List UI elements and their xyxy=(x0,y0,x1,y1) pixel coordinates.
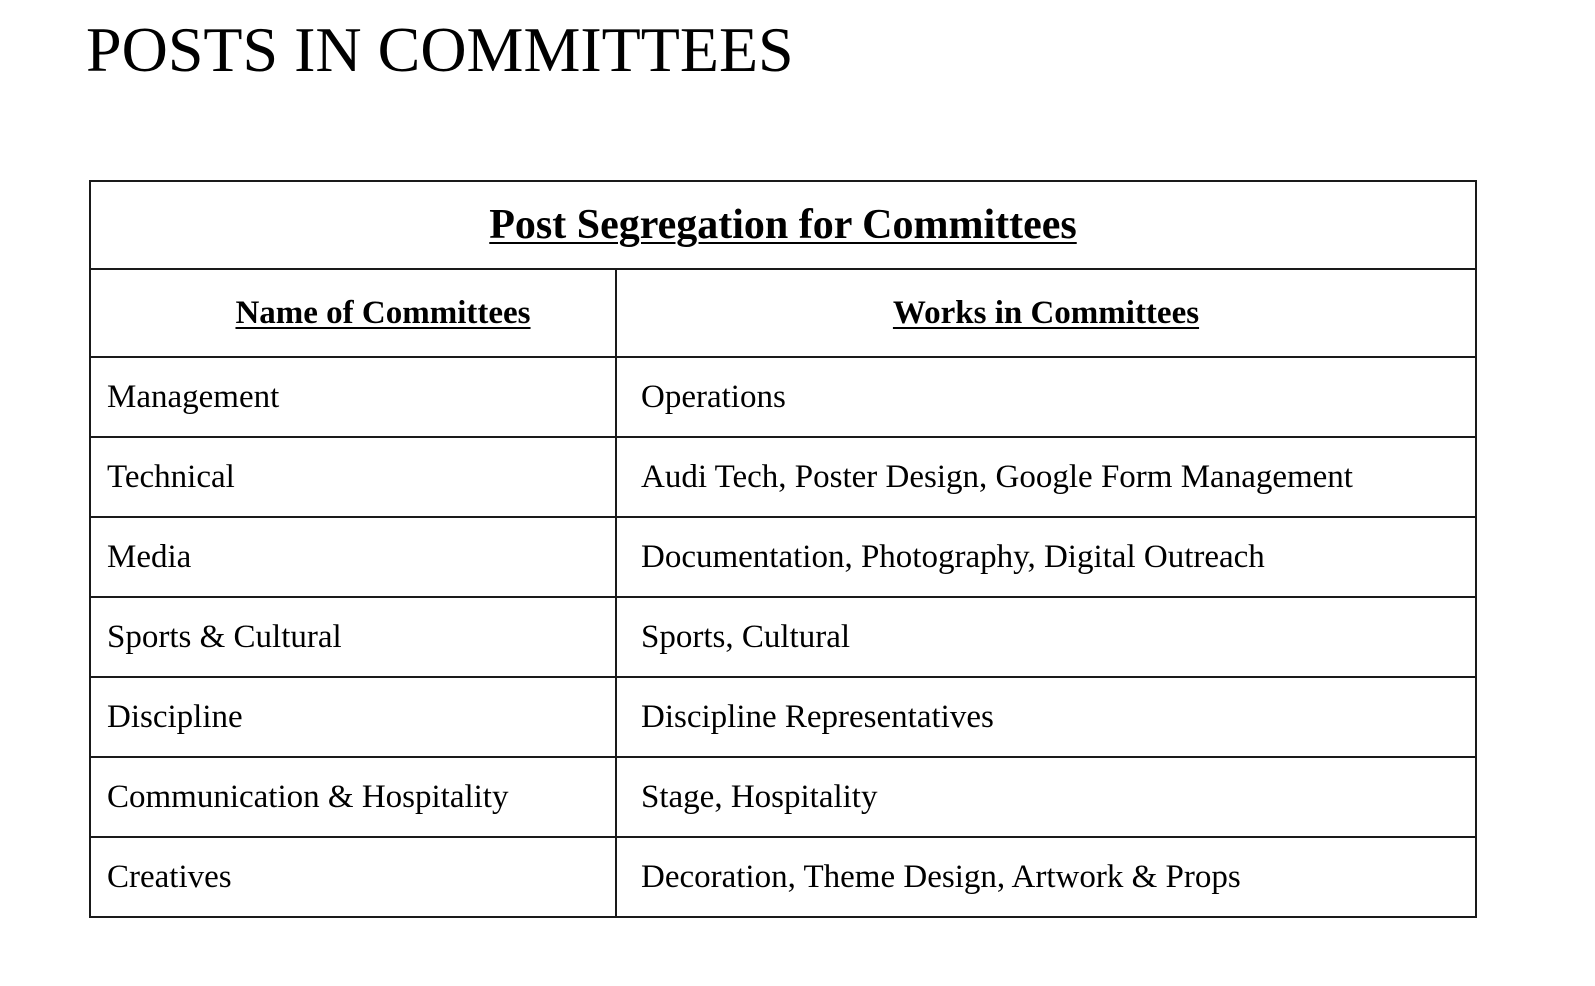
committee-name-cell: Media xyxy=(90,517,616,597)
table-row xyxy=(90,677,1476,757)
table-header-row xyxy=(90,269,1476,357)
committee-works-cell: Sports, Cultural xyxy=(616,597,1476,677)
header-works-label: Works in Committees xyxy=(892,294,1200,331)
committee-works-cell: Audi Tech, Poster Design, Google Form Management xyxy=(616,437,1476,517)
committee-name-cell: Sports & Cultural xyxy=(90,597,616,677)
header-works-in-committees xyxy=(616,269,1476,357)
table-row xyxy=(90,757,1476,837)
table-row xyxy=(90,837,1476,917)
committee-works-cell: Stage, Hospitality xyxy=(616,757,1476,837)
committee-name-cell: Discipline xyxy=(90,677,616,757)
committee-works-cell: Discipline Representatives xyxy=(616,677,1476,757)
table-caption-row xyxy=(90,181,1476,269)
table-row xyxy=(90,357,1476,437)
committee-name-cell: Technical xyxy=(90,437,616,517)
committee-name-cell: Management xyxy=(90,357,616,437)
header-name-label: Name of Committees xyxy=(235,294,531,331)
committee-works-cell: Documentation, Photography, Digital Outreach xyxy=(616,517,1476,597)
committee-table xyxy=(89,180,1477,918)
page-title: POSTS IN COMMITTEES xyxy=(86,14,794,85)
table-caption: Post Segregation for Committees xyxy=(90,181,1476,269)
header-name-of-committees xyxy=(90,269,616,357)
committee-name-cell: Creatives xyxy=(90,837,616,917)
table-row xyxy=(90,437,1476,517)
table-row xyxy=(90,597,1476,677)
committee-works-cell: Operations xyxy=(616,357,1476,437)
committee-name-cell: Communication & Hospitality xyxy=(90,757,616,837)
committee-works-cell: Decoration, Theme Design, Artwork & Props xyxy=(616,837,1476,917)
table-row xyxy=(90,517,1476,597)
